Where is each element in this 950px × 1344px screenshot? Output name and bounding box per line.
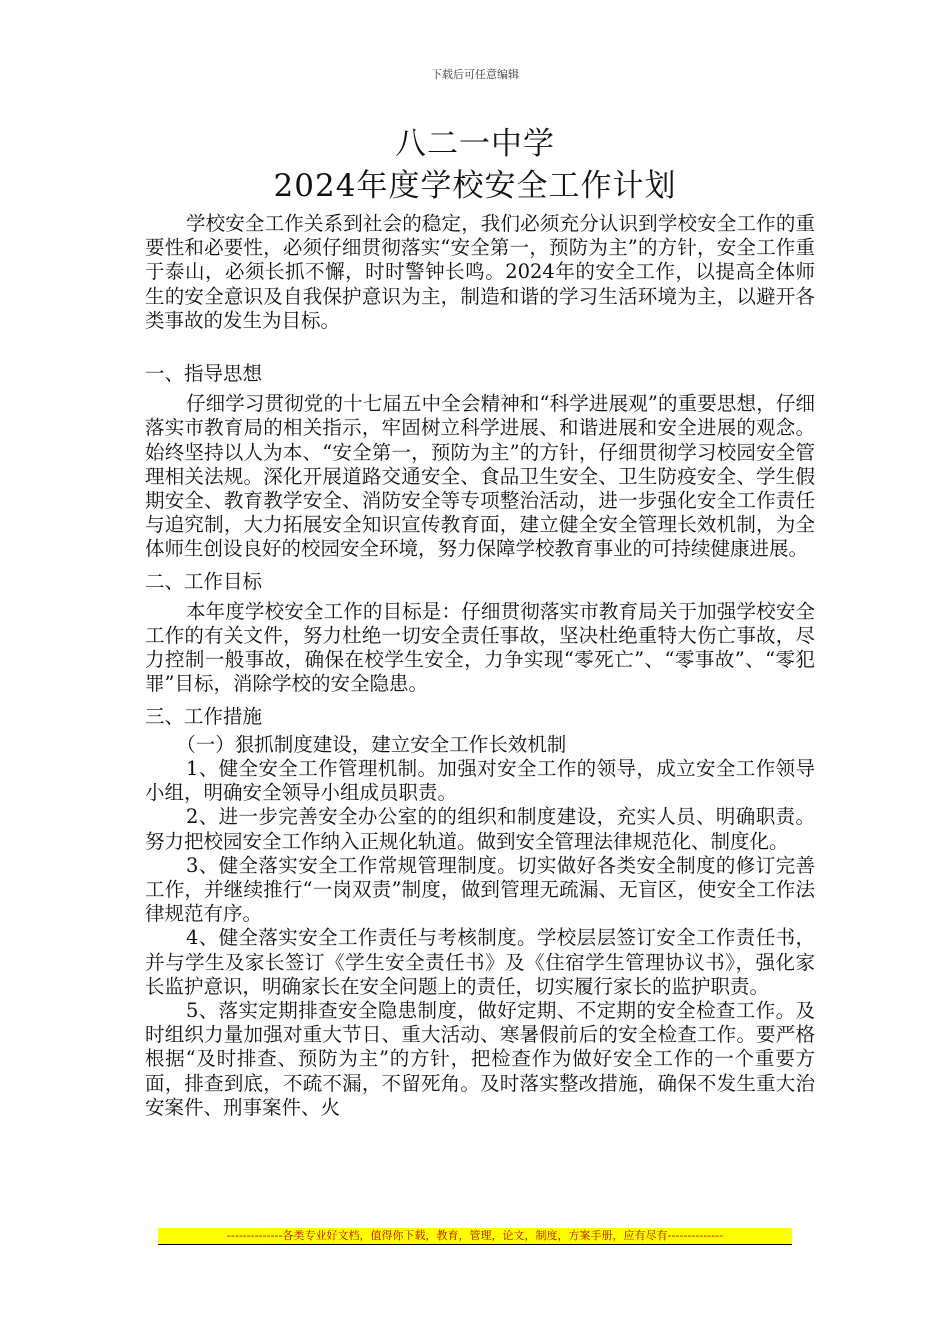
measure-item: 4、健全落实安全工作责任与考核制度。学校层层签订安全工作责任书，并与学生及家长签订《学生安全责任书》及《住宿学生管理协议书》，强化家长监护意识，明确家长在安全问题上的责任，切实履行家长的监护职责。 (145, 926, 815, 998)
plan-title: 2024年度学校安全工作计划 (273, 168, 677, 204)
section-heading-measures: 三、工作措施 (145, 704, 263, 728)
section-paragraph-goals: 本年度学校安全工作的目标是：仔细贯彻落实市教育局关于加强学校安全工作的有关文件，努力杜绝一切安全责任事故，坚决杜绝重特大伤亡事故，尽力控制一般事故，确保在校学生安全，力争实现“零死亡”、“零事故”、“零犯罪”目标，消除学校的安全隐患。 (145, 599, 815, 696)
section-heading-guiding: 一、指导思想 (145, 362, 263, 385)
measure-item: 5、落实定期排查安全隐患制度，做好定期、不定期的安全检查工作。及时组织力量加强对重大节日、重大活动、寒暑假前后的安全检查工作。要严格根据“及时排查、预防为主”的方针，把检查作为做好安全工作的一个重要方面，排查到底，不疏不漏，不留死角。及时落实整改措施，确保不发生重大治安案件、刑事案件、火 (145, 999, 815, 1119)
intro-block (145, 212, 815, 333)
intro-paragraph: 学校安全工作关系到社会的稳定，我们必须充分认识到学校安全工作的重要性和必要性，必须仔细贯彻落实“安全第一，预防为主”的方针，安全工作重于泰山，必须长抓不懈，时时警钟长鸣。2024年的安全工作，以提高全体师生的安全意识及自我保护意识为主，制造和谐的学习生活环境为主，以避开各类事故的发生为目标。 (145, 212, 815, 332)
footer-banner: --------------各类专业好文档，值得你下载，教育，管理，论文，制度，方案手册，应有尽有-------------- (158, 1228, 792, 1245)
main-body (145, 362, 815, 1120)
subsection-heading: （一）狠抓制度建设，建立安全工作长效机制 (176, 732, 567, 756)
measure-item: 1、健全安全工作管理机制。加强对安全工作的领导，成立安全工作领导小组，明确安全领导小组成员职责。 (145, 757, 815, 805)
measure-item: 2、进一步完善安全办公室的的组织和制度建设，充实人员、明确职责。努力把校园安全工作纳入正规化轨道。做到安全管理法律规范化、制度化。 (145, 805, 815, 853)
school-name-title: 八二一中学 (395, 126, 555, 162)
measure-item: 3、健全落实安全工作常规管理制度。切实做好各类安全制度的修订完善工作，并继续推行“一岗双责”制度，做到管理无疏漏、无盲区，使安全工作法律规范有序。 (145, 853, 815, 926)
download-note: 下载后可任意编辑 (431, 68, 519, 81)
section-paragraph-guiding: 仔细学习贯彻党的十七届五中全会精神和“科学进展观”的重要思想，仔细落实市教育局的相关指示，牢固树立科学进展、和谐进展和安全进展的观念。始终坚持以人为本、“安全第一，预防为主”的方针，仔细贯彻学习校园安全管理相关法规。深化开展道路交通安全、食品卫生安全、卫生防疫安全、学生假期安全、教育教学安全、消防安全等专项整治活动，进一步强化安全工作责任与追究制，大力拓展安全知识宣传教育面，建立健全安全管理长效机制，为全体师生创设良好的校园安全环境，努力保障学校教育事业的可持续健康进展。 (145, 392, 815, 561)
section-heading-goals: 二、工作目标 (145, 569, 263, 593)
